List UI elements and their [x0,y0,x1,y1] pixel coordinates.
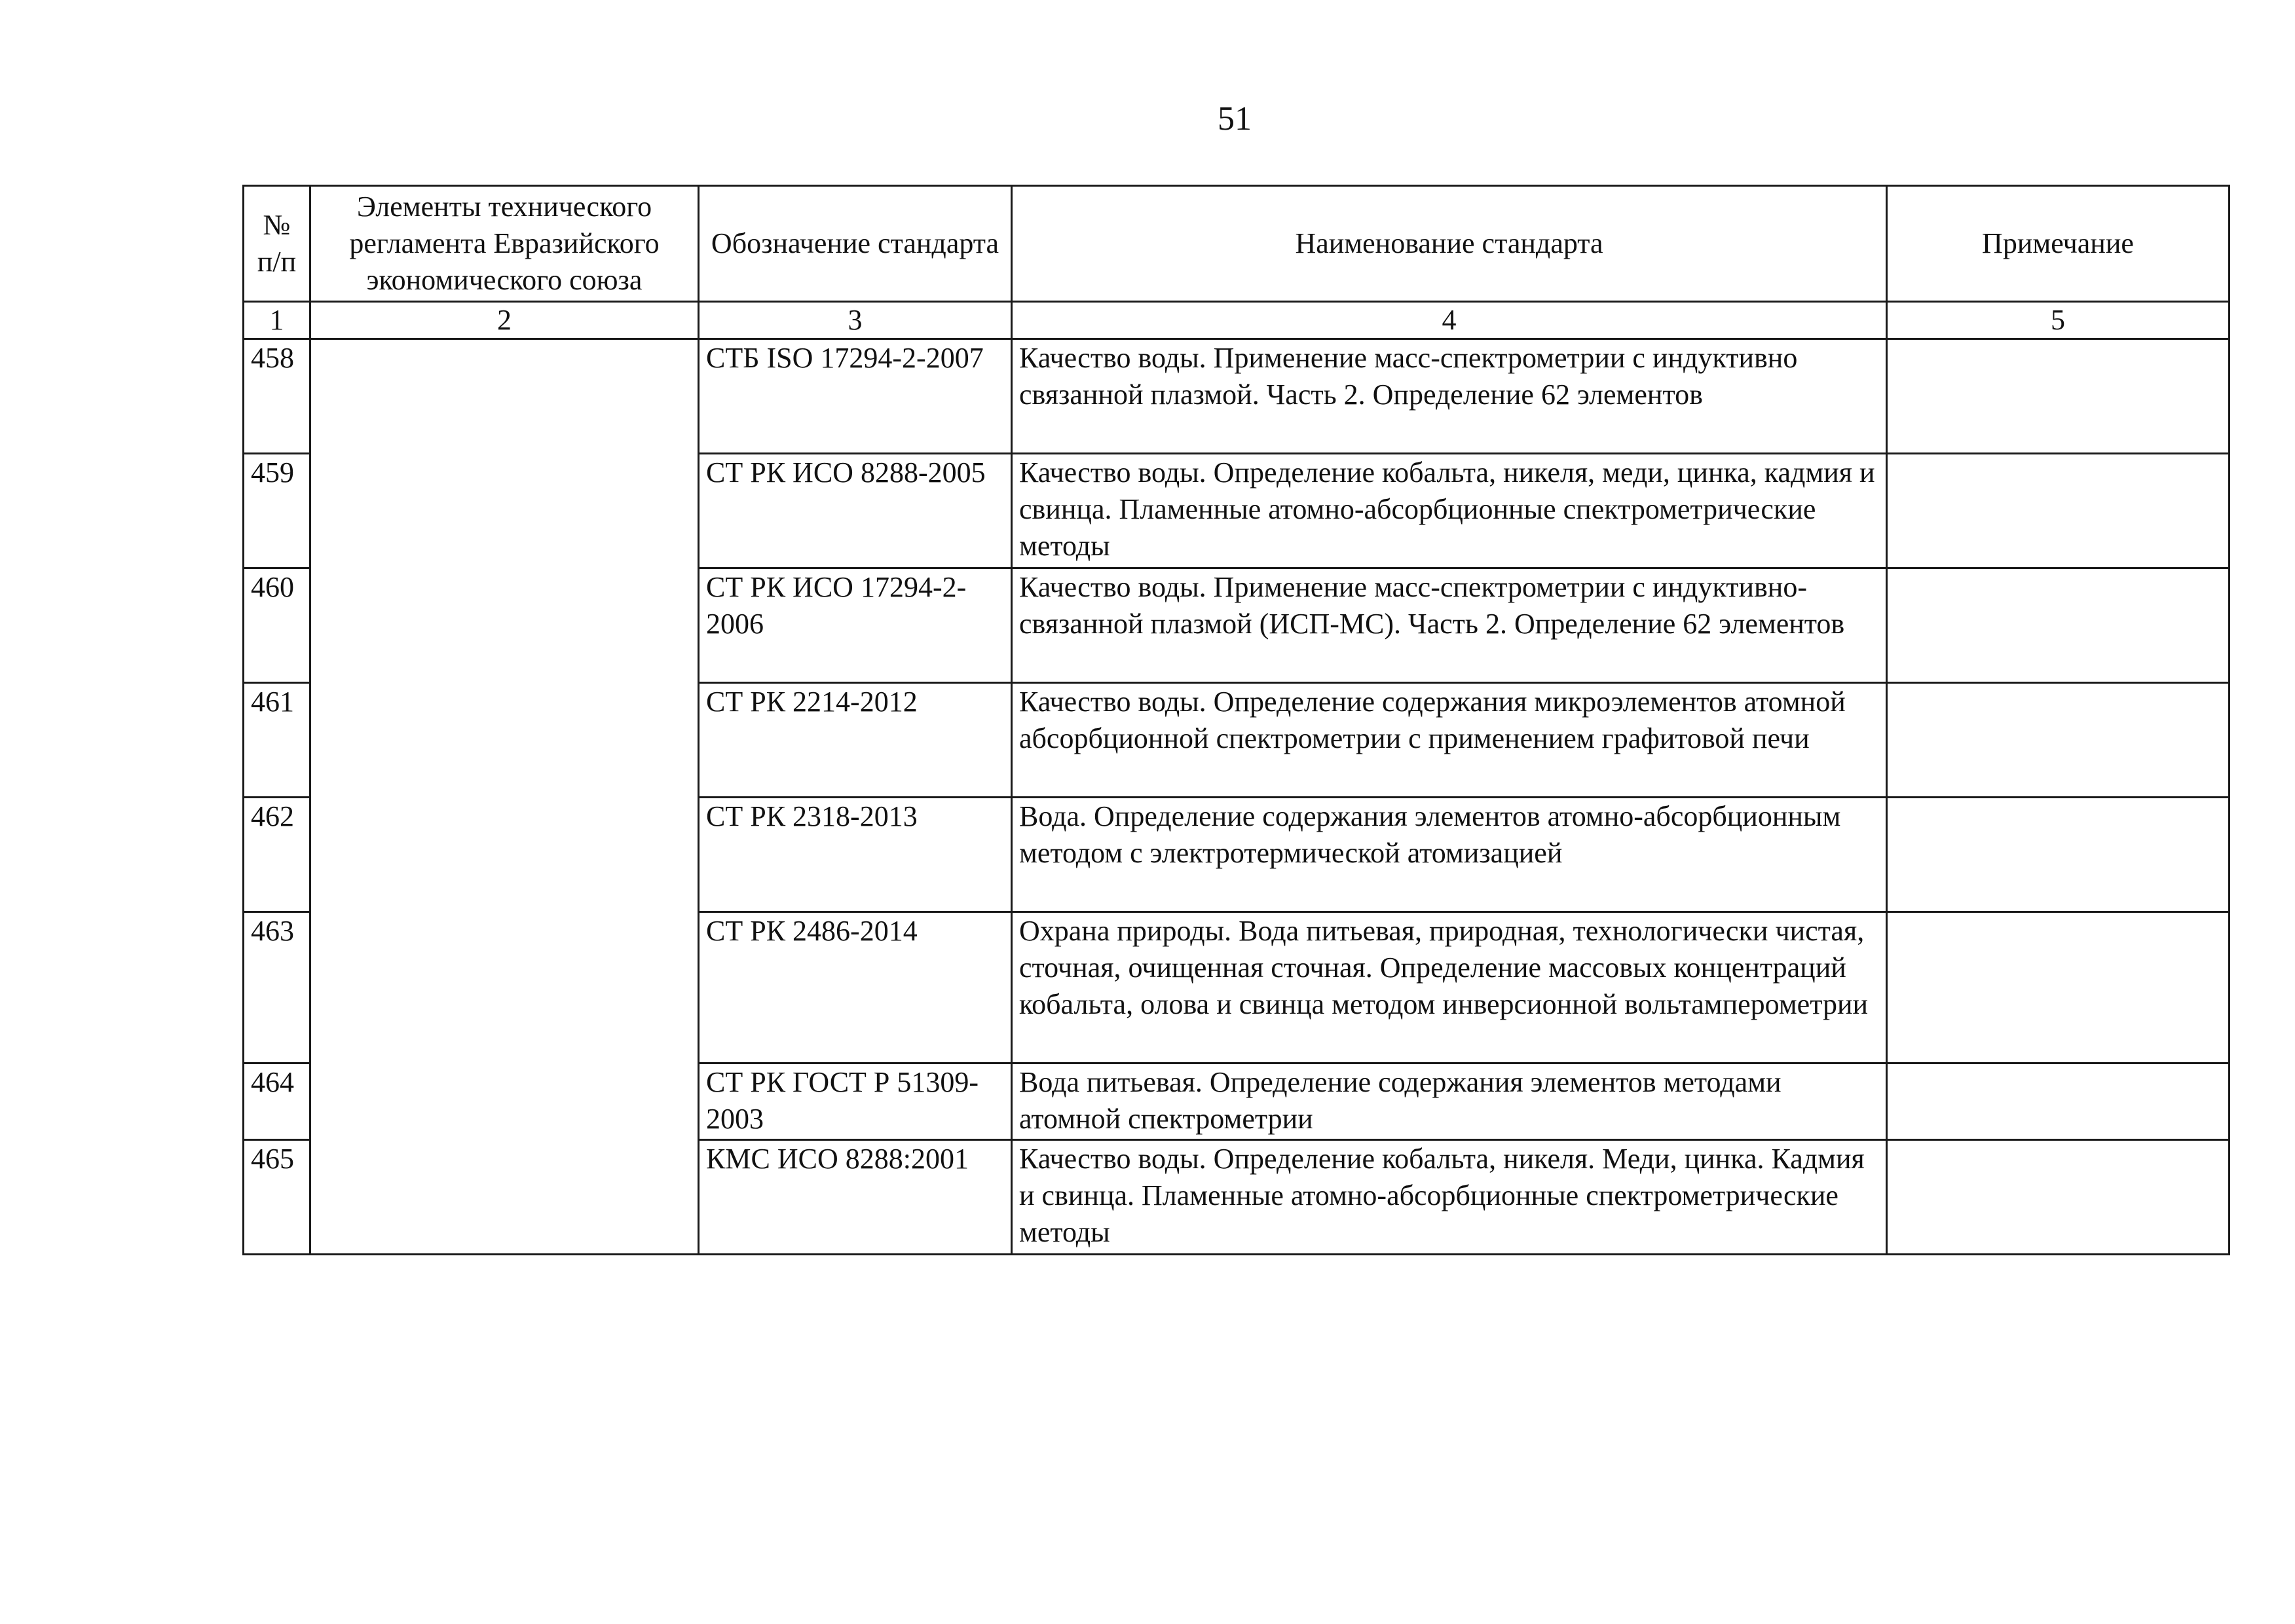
note-cell [1887,912,2230,1063]
standard-name: Качество воды. Определение кобальта, никеля. Меди, цинка. Кадмия и свинца. Пламенные атомно-абсорбционные спектрометрические методы [1012,1140,1887,1255]
row-number: 458 [244,339,310,454]
note-cell [1887,454,2230,568]
page-number: 51 [1218,100,1252,138]
note-cell [1887,1063,2230,1140]
header-elements: Элементы технического регламента Евразийского экономического союза [310,186,699,302]
standard-designation: СТ РК 2486-2014 [699,912,1012,1063]
standards-table [242,185,2230,1255]
standard-name: Охрана природы. Вода питьевая, природная, технологически чистая, сточная, очищенная сточная. Определение массовых концентраций кобальта, олова и свинца методом инверсионной вольтамперометрии [1012,912,1887,1063]
column-number: 3 [699,302,1012,339]
row-number: 462 [244,798,310,912]
note-cell [1887,568,2230,683]
standard-designation: СТ РК ИСО 8288-2005 [699,454,1012,568]
standard-name: Вода. Определение содержания элементов атомно-абсорбционным методом с электротермической атомизацией [1012,798,1887,912]
standard-designation: СТ РК 2214-2012 [699,683,1012,798]
header-designation: Обозначение стандарта [699,186,1012,302]
standard-name: Качество воды. Применение масс-спектрометрии с индуктивно связанной плазмой. Часть 2. Определение 62 элементов [1012,339,1887,454]
column-number: 2 [310,302,699,339]
standard-designation: СТБ ISO 17294-2-2007 [699,339,1012,454]
standard-designation: КМС ИСО 8288:2001 [699,1140,1012,1255]
column-number-row [244,302,2230,339]
header-name: Наименование стандарта [1012,186,1887,302]
table-row [244,339,2230,454]
row-number: 464 [244,1063,310,1140]
note-cell [1887,1140,2230,1255]
row-number: 463 [244,912,310,1063]
note-cell [1887,683,2230,798]
standard-designation: СТ РК 2318-2013 [699,798,1012,912]
header-num: № п/п [244,186,310,302]
column-number: 4 [1012,302,1887,339]
column-number: 1 [244,302,310,339]
row-number: 459 [244,454,310,568]
standard-designation: СТ РК ИСО 17294-2-2006 [699,568,1012,683]
header-note: Примечание [1887,186,2230,302]
header-row [244,186,2230,302]
row-number: 460 [244,568,310,683]
elements-cell [310,339,699,1255]
row-number: 465 [244,1140,310,1255]
standard-name: Качество воды. Применение масс-спектрометрии с индуктивно-связанной плазмой (ИСП-МС). Часть 2. Определение 62 элементов [1012,568,1887,683]
row-number: 461 [244,683,310,798]
column-number: 5 [1887,302,2230,339]
standard-name: Качество воды. Определение кобальта, никеля, меди, цинка, кадмия и свинца. Пламенные атомно-абсорбционные спектрометрические методы [1012,454,1887,568]
note-cell [1887,798,2230,912]
note-cell [1887,339,2230,454]
standard-name: Вода питьевая. Определение содержания элементов методами атомной спектрометрии [1012,1063,1887,1140]
standard-name: Качество воды. Определение содержания микроэлементов атомной абсорбционной спектрометрии с применением графитовой печи [1012,683,1887,798]
standard-designation: СТ РК ГОСТ Р 51309-2003 [699,1063,1012,1140]
